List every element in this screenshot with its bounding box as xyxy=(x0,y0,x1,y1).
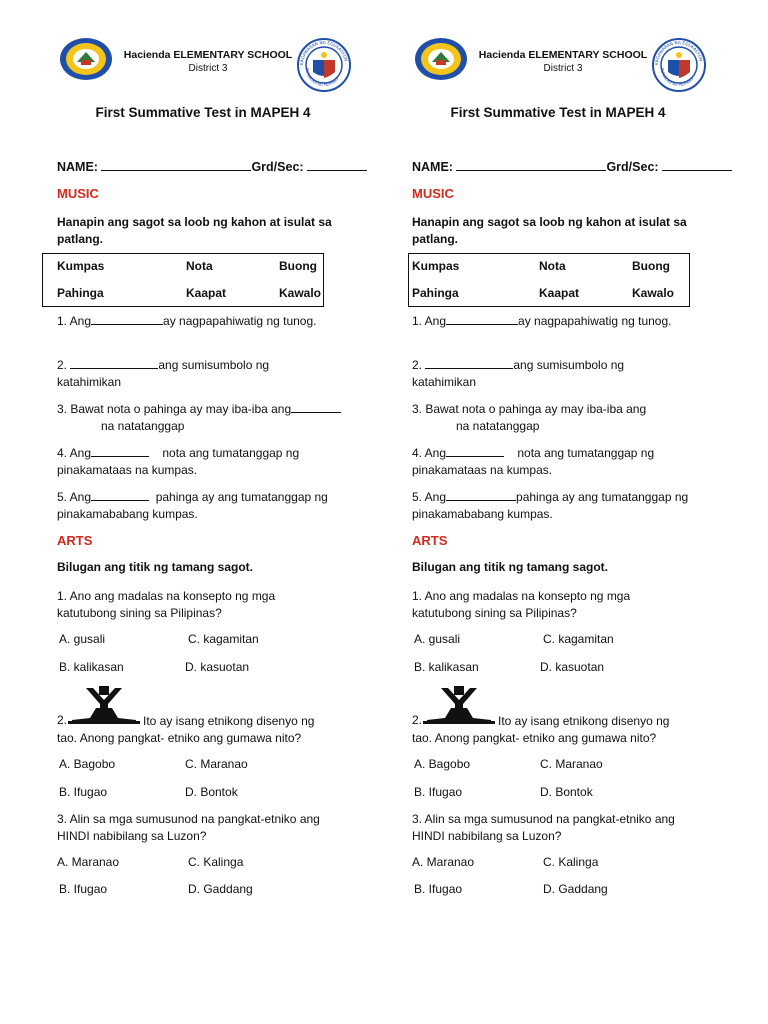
answer-blank[interactable] xyxy=(91,446,149,457)
test-title: First Summative Test in MAPEH 4 xyxy=(450,105,666,120)
name-label: NAME: xyxy=(57,160,98,174)
music-question-5: 5. Ang pahinga ay ang tumatanggap ng pinakamababang kumpas. xyxy=(57,490,328,521)
name-grdsec-line xyxy=(412,160,732,174)
choice-d[interactable]: D. Bontok xyxy=(540,785,593,799)
choice-d[interactable]: D. Bontok xyxy=(185,785,238,799)
district-label: District 3 xyxy=(188,63,228,74)
deped-seal-bottom-text: REPUBLIKA NG PILIPINAS xyxy=(659,67,695,88)
name-field[interactable] xyxy=(456,160,606,171)
choice-a[interactable]: A. gusali xyxy=(59,632,106,646)
choice-c[interactable]: C. Maranao xyxy=(185,757,248,771)
choice-d[interactable]: D. kasuotan xyxy=(540,660,605,674)
music-question-2: 2. ang sumisumbolo ng katahimikan xyxy=(412,358,625,389)
word-box-item: Pahinga xyxy=(57,286,104,300)
word-box xyxy=(408,253,690,307)
grdsec-label: Grd/Sec: xyxy=(606,160,659,174)
grdsec-field[interactable] xyxy=(662,160,732,171)
choice-c[interactable]: C. Maranao xyxy=(540,757,603,771)
word-box-item: Kumpas xyxy=(412,259,460,273)
word-box-item: Kawalo xyxy=(279,286,322,300)
arts-instruction: Bilugan ang titik ng tamang sagot. xyxy=(412,560,609,574)
answer-blank[interactable] xyxy=(425,358,513,369)
deped-seal-bottom-text: REPUBLIKA NG PILIPINAS xyxy=(304,67,340,88)
choice-d[interactable]: D. Gaddang xyxy=(543,882,608,896)
music-question-1: 1. Ang ay nagpapahiwatig ng tunog. xyxy=(57,314,317,328)
choice-b[interactable]: B. Ifugao xyxy=(59,785,108,799)
answer-blank[interactable] xyxy=(291,402,341,413)
name-grdsec-line xyxy=(57,160,367,174)
arts-question-2: Ito ay isang etnikong disenyo ng tao. Anong pangkat- etniko ang gumawa nito? xyxy=(412,714,670,745)
arts-section-title: ARTS xyxy=(57,533,93,548)
choice-c[interactable]: C. Kalinga xyxy=(543,855,599,869)
choice-d[interactable]: D. kasuotan xyxy=(185,660,250,674)
test-title: First Summative Test in MAPEH 4 xyxy=(95,105,311,120)
choice-b[interactable]: B. Ifugao xyxy=(414,785,463,799)
choice-b[interactable]: B. Ifugao xyxy=(414,882,463,896)
test-sheet-right xyxy=(410,0,740,1024)
arts-question-3: 3. Alin sa mga sumusunod na pangkat-etniko ang HINDI nabibilang sa Luzon? xyxy=(57,812,320,843)
choice-d[interactable]: D. Gaddang xyxy=(188,882,253,896)
deped-seal-text: KAGAWARAN NG EDUKASYON xyxy=(298,39,349,66)
arts-instruction: Bilugan ang titik ng tamang sagot. xyxy=(57,560,254,574)
word-box-item: Kaapat xyxy=(186,286,227,300)
arts-question-1: 1. Ano ang madalas na konsepto ng mga katutubong sining sa Pilipinas? xyxy=(412,589,631,620)
word-box-item: Kaapat xyxy=(539,286,580,300)
answer-blank[interactable] xyxy=(91,314,163,325)
school-name: Hacienda ELEMENTARY SCHOOL xyxy=(123,49,293,61)
answer-blank[interactable] xyxy=(446,314,518,325)
name-field[interactable] xyxy=(101,160,251,171)
music-section-title: MUSIC xyxy=(57,186,99,201)
arts-question-2-number: 2. xyxy=(57,713,68,727)
school-name: Hacienda ELEMENTARY SCHOOL xyxy=(478,49,648,61)
choice-b[interactable]: B. Ifugao xyxy=(59,882,108,896)
deped-seal-icon xyxy=(652,38,706,92)
answer-blank[interactable] xyxy=(70,358,158,369)
grdsec-label: Grd/Sec: xyxy=(251,160,304,174)
choice-a[interactable]: A. Bagobo xyxy=(59,757,116,771)
choice-b[interactable]: B. kalikasan xyxy=(59,660,124,674)
arts-question-1: 1. Ano ang madalas na konsepto ng mga katutubong sining sa Pilipinas? xyxy=(57,589,276,620)
music-question-3: 3. Bawat nota o pahinga ay may iba-iba ang na natatanggap xyxy=(57,401,367,435)
choice-c[interactable]: C. kagamitan xyxy=(543,632,614,646)
arts-question-2: Ito ay isang etnikong disenyo ng tao. Anong pangkat- etniko ang gumawa nito? xyxy=(57,714,315,745)
word-box-item: Nota xyxy=(539,259,566,273)
choice-a[interactable]: A. Maranao xyxy=(412,855,475,869)
answer-blank[interactable] xyxy=(446,446,504,457)
music-instruction: Hanapin ang sagot sa loob ng kahon at isulat sa patlang. xyxy=(57,215,332,246)
word-box xyxy=(42,253,324,307)
grdsec-field[interactable] xyxy=(307,160,367,171)
word-box-item: Kumpas xyxy=(57,259,105,273)
deped-seal-icon xyxy=(297,38,351,92)
word-box-item: Kawalo xyxy=(632,286,675,300)
district-label: District 3 xyxy=(543,63,583,74)
music-question-4: 4. Ang nota ang tumatanggap ng pinakamataas na kumpas. xyxy=(412,446,655,477)
school-seal-icon xyxy=(414,36,468,82)
music-question-3: 3. Bawat nota o pahinga ay may iba-iba ang na natatanggap xyxy=(412,402,647,433)
word-box-item: Buong xyxy=(632,259,670,273)
music-instruction: Hanapin ang sagot sa loob ng kahon at isulat sa patlang. xyxy=(412,215,687,246)
word-box-item: Nota xyxy=(186,259,213,273)
music-section-title: MUSIC xyxy=(412,186,454,201)
choice-a[interactable]: A. Bagobo xyxy=(414,757,471,771)
word-box-item: Pahinga xyxy=(412,286,459,300)
choice-b[interactable]: B. kalikasan xyxy=(414,660,479,674)
test-sheet-left xyxy=(55,0,385,1024)
answer-blank[interactable] xyxy=(91,490,149,501)
arts-question-3: 3. Alin sa mga sumusunod na pangkat-etniko ang HINDI nabibilang sa Luzon? xyxy=(412,812,675,843)
choice-c[interactable]: C. kagamitan xyxy=(188,632,259,646)
choice-a[interactable]: A. Maranao xyxy=(57,855,120,869)
school-seal-icon xyxy=(59,36,113,82)
choice-c[interactable]: C. Kalinga xyxy=(188,855,244,869)
arts-question-2-number: 2. xyxy=(412,713,423,727)
music-question-4: 4. Ang nota ang tumatanggap ng pinakamataas na kumpas. xyxy=(57,446,300,477)
deped-seal-text: KAGAWARAN NG EDUKASYON xyxy=(653,39,704,66)
word-box-item: Buong xyxy=(279,259,317,273)
music-question-1: 1. Ang ay nagpapahiwatig ng tunog. xyxy=(412,314,672,328)
music-question-5: 5. Ang pahinga ay ang tumatanggap ng pinakamababang kumpas. xyxy=(412,490,689,521)
name-label: NAME: xyxy=(412,160,453,174)
answer-blank[interactable] xyxy=(446,490,516,501)
music-question-2: 2. ang sumisumbolo ng katahimikan xyxy=(57,358,270,389)
choice-a[interactable]: A. gusali xyxy=(414,632,461,646)
arts-section-title: ARTS xyxy=(412,533,448,548)
